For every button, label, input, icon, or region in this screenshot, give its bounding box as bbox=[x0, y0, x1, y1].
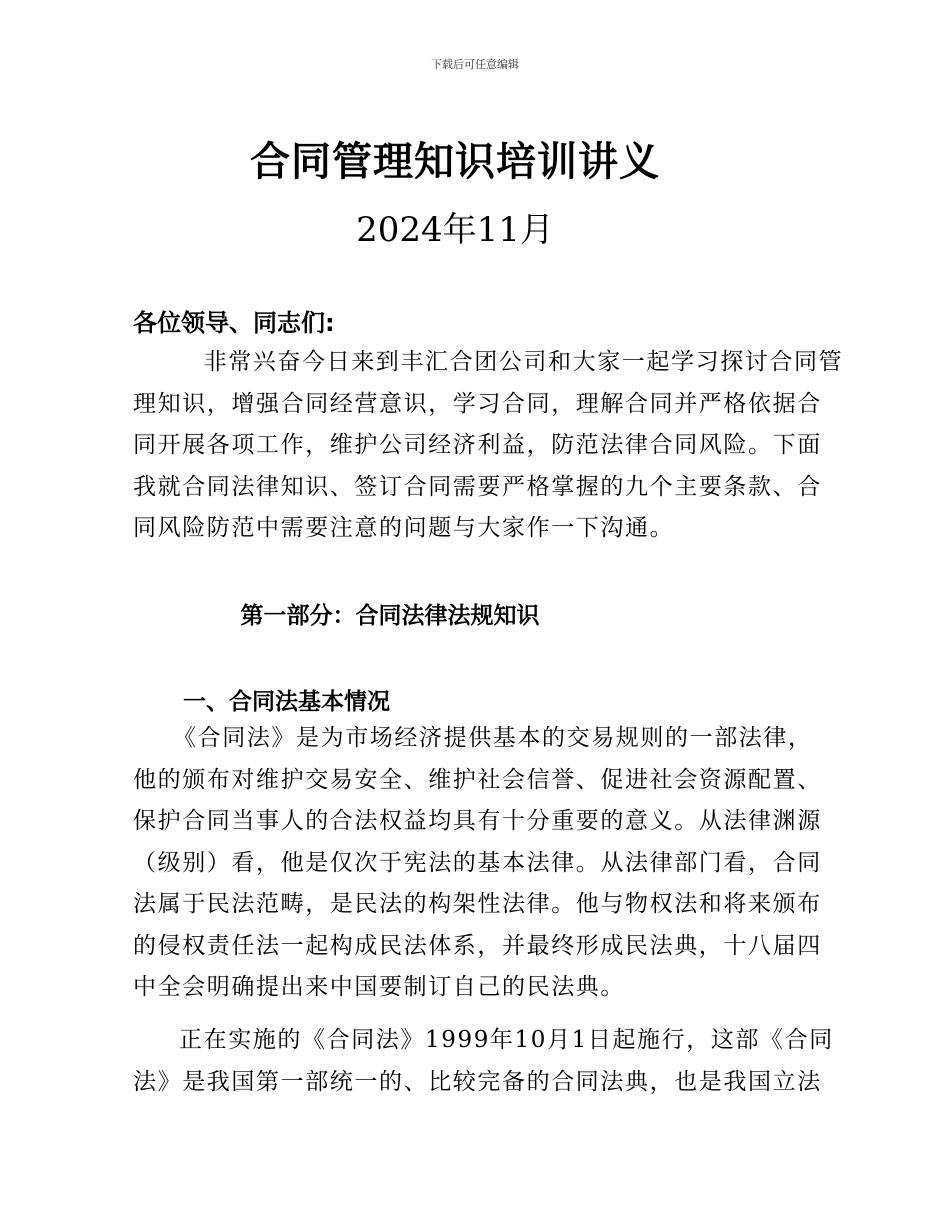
body-line: （级别）看，他是仅次于宪法的基本法律。从法律部门看，合同 bbox=[133, 849, 822, 876]
body-line: 法属于民法范畴，是民法的构架性法律。他与物权法和将来颁布 bbox=[133, 891, 822, 917]
section-heading: 第一部分：合同法律法规知识 bbox=[240, 603, 540, 629]
intro-line: 非常兴奋今日来到丰汇合团公司和大家一起学习探讨合同管 bbox=[179, 349, 844, 375]
salutation: 各位领导、同志们: bbox=[133, 309, 335, 337]
body-line: 他的颁布对维护交易安全、维护社会信誉、促进社会资源配置、 bbox=[133, 766, 822, 793]
intro-line: 我就合同法律知识、签订合同需要严格掌握的九个主要条款、合 bbox=[133, 473, 822, 500]
body-line: 保护合同当事人的合法权益均具有十分重要的意义。从法律渊源 bbox=[133, 808, 822, 834]
body-line: 正在实施的《合同法》1999年10月1日起施行，这部《合同 bbox=[179, 1027, 834, 1053]
body-line: 《合同法》是为市场经济提供基本的交易规则的一部法律， bbox=[173, 725, 813, 751]
body-paragraph-1 bbox=[133, 718, 833, 1009]
body-line: 法》是我国第一部统一的、比较完备的合同法典，也是我国立法 bbox=[133, 1068, 822, 1095]
intro-paragraph bbox=[133, 342, 844, 550]
body-line: 中全会明确提出来中国要制订自己的民法典。 bbox=[133, 974, 625, 1000]
document-date: 2024年11月 bbox=[356, 210, 554, 250]
subheading: 一、合同法基本情况 bbox=[183, 689, 390, 715]
intro-line: 同开展各项工作，维护公司经济利益，防范法律合同风险。下面 bbox=[133, 432, 822, 458]
intro-line: 同风险防范中需要注意的问题与大家作一下沟通。 bbox=[133, 515, 675, 541]
document-title: 合同管理知识培训讲义 bbox=[250, 139, 660, 185]
header-note: 下载后可任意编辑 bbox=[431, 58, 519, 71]
body-line: 的侵权责任法一起构成民法体系，并最终形成民法典，十八届四 bbox=[133, 932, 822, 959]
body-paragraph-2 bbox=[133, 1020, 833, 1103]
intro-line: 理知识，增强合同经营意识，学习合同，理解合同并严格依据合 bbox=[133, 390, 822, 417]
